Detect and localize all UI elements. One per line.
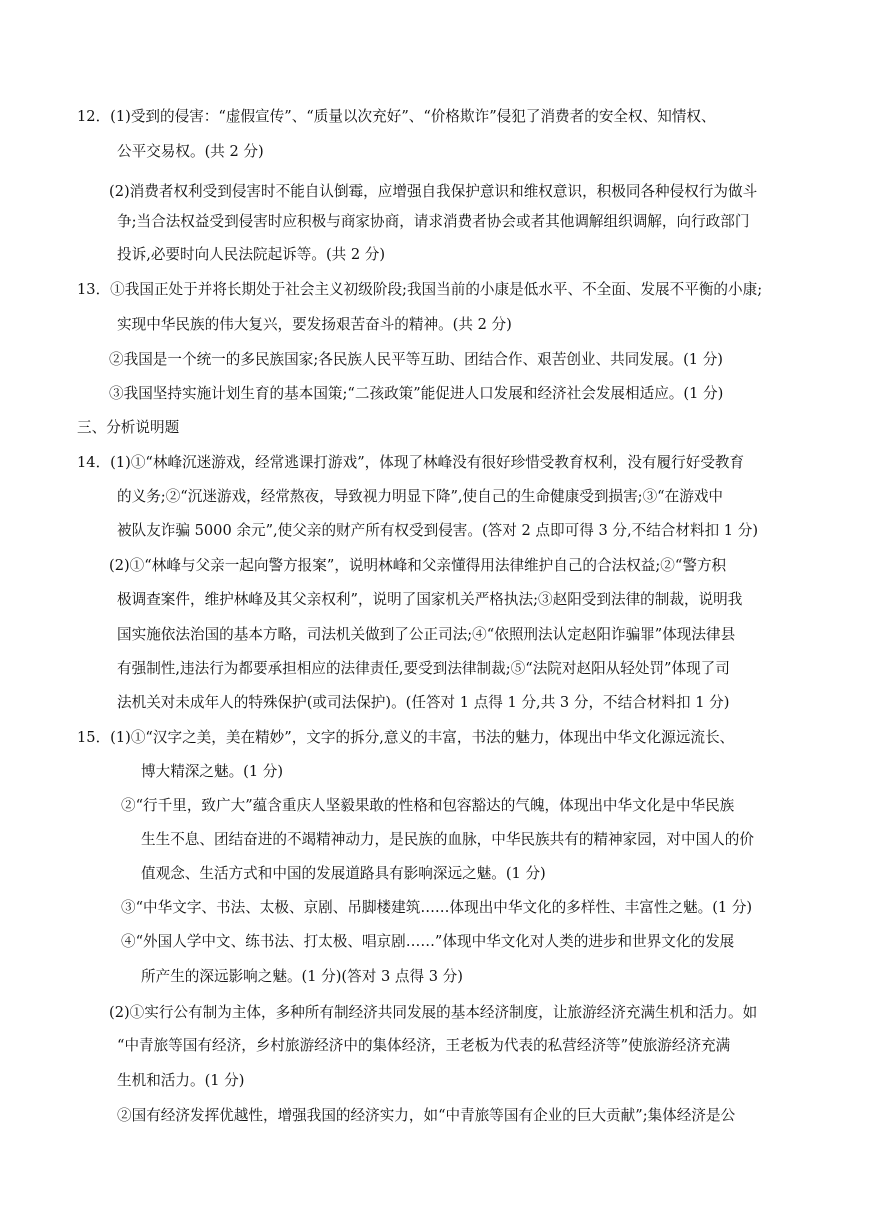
line-13-c: ②我国是一个统一的多民族国家;各民族人民平等互助、团结合作、艰苦创业、共同发展。(1 分)	[109, 351, 723, 368]
line-15-2c: 生机和活力。(1 分)	[117, 1072, 245, 1089]
line-14-1b: 的义务;②“沉迷游戏，经常熬夜，导致视力明显下降”,使自己的生命健康受到损害;③“在游戏中	[117, 488, 724, 505]
line-15-1a: 15．(1)①“汉字之美，美在精妙”，文字的拆分,意义的丰富，书法的魅力，体现出中华文化源远流长、	[77, 729, 735, 746]
line-13-a: 13．①我国正处于并将长期处于社会主义初级阶段;我国当前的小康是低水平、不全面、发展不平衡的小康;	[77, 281, 763, 298]
line-13-b: 实现中华民族的伟大复兴，要发扬艰苦奋斗的精神。(共 2 分)	[117, 316, 512, 333]
line-12-2a: (2)消费者权利受到侵害时不能自认倒霉，应增强自我保护意识和维权意识，积极同各种侵权行为做斗	[109, 183, 758, 200]
line-15-1f: ③“中华文字、书法、太极、京剧、吊脚楼建筑……体现出中华文化的多样性、丰富性之魅。(1 分)	[121, 899, 753, 916]
line-14-2e: 法机关对未成年人的特殊保护(或司法保护)。(任答对 1 点得 1 分,共 3 分，不结合材料扣 1 分)	[117, 694, 730, 711]
line-12-1b: 公平交易权。(共 2 分)	[117, 143, 264, 160]
line-15-2b: “中青旅等国有经济，乡村旅游经济中的集体经济，王老板为代表的私营经济等”使旅游经济充满	[117, 1037, 731, 1054]
line-14-2a: (2)①“林峰与父亲一起向警方报案”，说明林峰和父亲懂得用法律维护自己的合法权益;②“警方积	[109, 557, 727, 574]
section-heading: 三、分析说明题	[77, 419, 180, 436]
line-15-2a: (2)①实行公有制为主体，多种所有制经济共同发展的基本经济制度，让旅游经济充满生机和活力。如	[109, 1004, 758, 1021]
line-15-1e: 值观念、生活方式和中国的发展道路具有影响深远之魅。(1 分)	[141, 865, 546, 882]
line-15-1b: 博大精深之魅。(1 分)	[141, 763, 284, 780]
line-12-2c: 投诉,必要时向人民法院起诉等。(共 2 分)	[117, 246, 386, 263]
line-14-1c: 被队友诈骗 5000 余元”,使父亲的财产所有权受到侵害。(答对 2 点即可得 3 分,不结合材料扣 1 分)	[117, 522, 759, 539]
line-14-1a: 14．(1)①“林峰沉迷游戏，经常逃课打游戏”，体现了林峰没有很好珍惜受教育权利，没有履行好受教育	[77, 454, 745, 471]
line-13-d: ③我国坚持实施计划生育的基本国策;“二孩政策”能促进人口发展和经济社会发展相适应。(1 分)	[109, 385, 724, 402]
line-15-1h: 所产生的深远影响之魅。(1 分)(答对 3 点得 3 分)	[141, 968, 463, 985]
line-14-2c: 国实施依法治国的基本方略，司法机关做到了公正司法;④“依照刑法认定赵阳诈骗罪”体现法律县	[117, 626, 736, 643]
line-12-2b: 争;当合法权益受到侵害时应积极与商家协商，请求消费者协会或者其他调解组织调解，向行政部门	[117, 213, 750, 230]
line-14-2b: 极调查案件，维护林峰及其父亲权利”，说明了国家机关严格执法;③赵阳受到法律的制裁，说明我	[117, 591, 743, 608]
line-15-1c: ②“行千里，致广大”蕴含重庆人坚毅果敢的性格和包容豁达的气魄，体现出中华文化是中华民族	[121, 797, 735, 814]
line-12-1a: 12．(1)受到的侵害：“虚假宣传”、“质量以次充好”、“价格欺诈”侵犯了消费者的安全权、知情权、	[77, 108, 716, 125]
line-15-2d: ②国有经济发挥优越性，增强我国的经济实力，如“中青旅等国有企业的巨大贡献”;集体经济是公	[117, 1107, 736, 1124]
line-14-2d: 有强制性,违法行为都要承担相应的法律责任,要受到法律制裁;⑤“法院对赵阳从轻处罚”体现了司	[117, 660, 730, 677]
line-15-1g: ④“外国人学中文、练书法、打太极、唱京剧……”体现中华文化对人类的进步和世界文化的发展	[121, 933, 735, 950]
line-15-1d: 生生不息、团结奋进的不竭精神动力，是民族的血脉，中华民族共有的精神家园，对中国人的价	[141, 831, 754, 848]
